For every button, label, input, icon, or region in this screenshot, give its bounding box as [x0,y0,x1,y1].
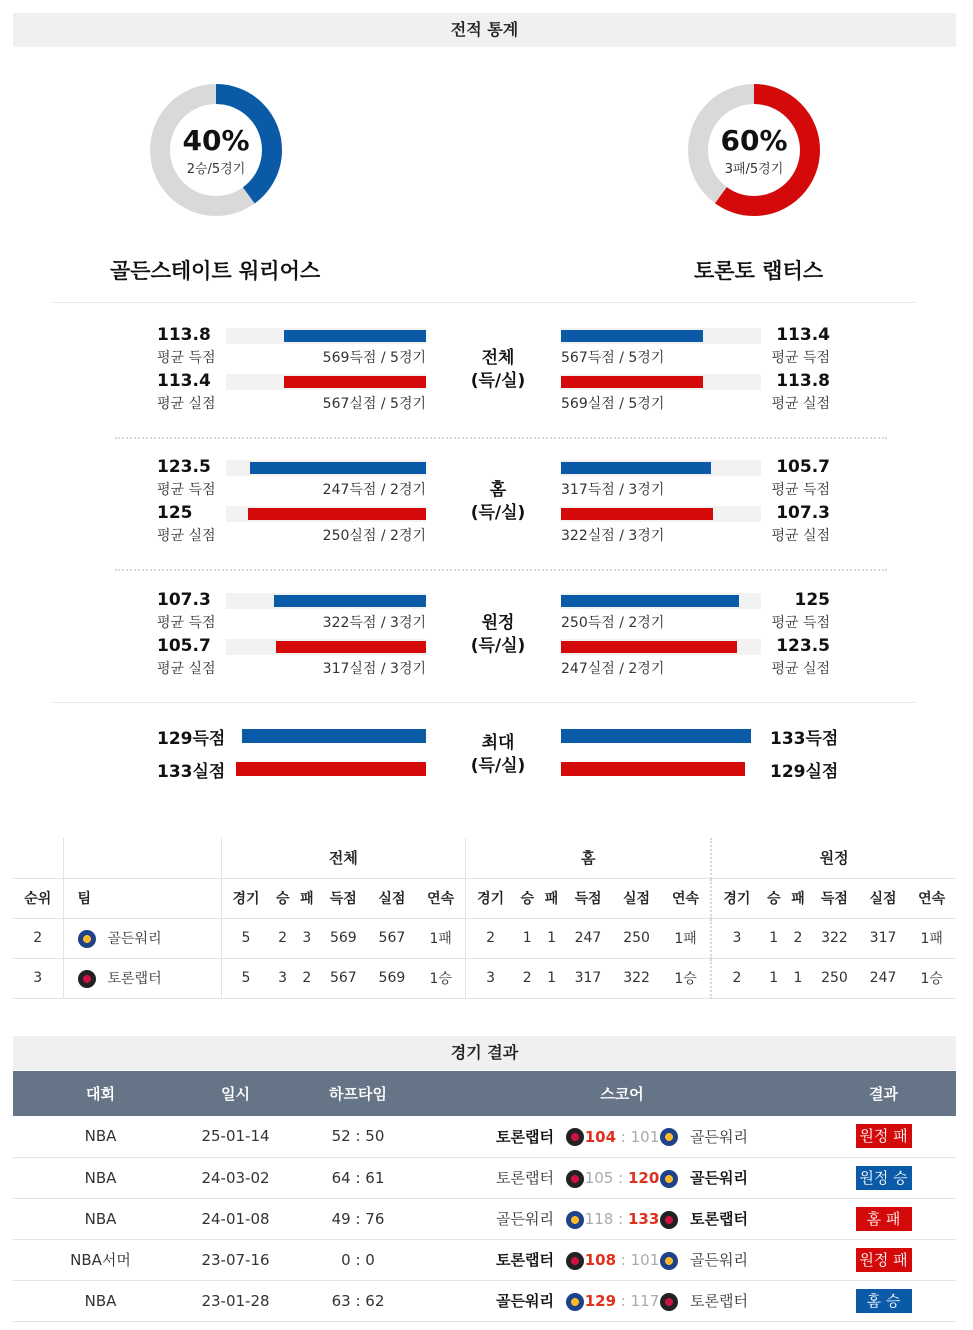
total-stat-cell: 3 [295,918,319,958]
left-record: 2승/5경기 [186,162,246,177]
result-cell [811,1116,956,1157]
left-stat-value: 107.3 [157,590,211,610]
left-stat-detail: 569득점 / 5경기 [322,350,426,366]
block-label-sub: (득/실) [470,636,526,656]
away-stat-cell: 1패 [907,918,956,958]
warriors-logo-icon [566,1211,584,1229]
league-cell: NBA [13,1198,188,1239]
away-score: 120 [627,1169,660,1187]
result-row [13,1239,956,1280]
away-score: 101 [630,1251,660,1269]
left-stat-value: 123.5 [157,457,211,477]
left-stat-value: 105.7 [157,636,211,656]
score-separator: : [613,1169,628,1187]
block-label-sub: (득/실) [470,371,526,391]
left-max-value: 129득점 [157,729,226,749]
block-label [468,479,528,525]
right-stat-label: 평균 실점 [771,661,830,677]
halftime-cell: 49 : 76 [283,1198,433,1239]
max-label-sub: (득/실) [470,756,526,776]
stats-section-title: 전적 통계 [13,13,956,47]
result-badge: 홈 패 [856,1207,912,1231]
home-stat-cell: 1 [515,918,539,958]
total-stat-cell: 2 [295,958,319,998]
right-stat-label: 평균 득점 [771,482,830,498]
col-games: 경기 [711,878,761,918]
col-rank: 순위 [13,878,63,918]
home-stat-cell: 1 [539,958,563,998]
home-stat-cell: 247 [564,918,613,958]
league-cell: NBA [13,1280,188,1321]
home-score: 105 [584,1169,614,1187]
halftime-cell: 0 : 0 [283,1239,433,1280]
result-cell [811,1198,956,1239]
away-team-name[interactable]: 골든워리 [690,1251,748,1269]
right-team-name: 토론토 랩터스 [694,259,824,283]
col-score: 스코어 [433,1071,811,1116]
score-cell [433,1239,811,1280]
away-team-name[interactable]: 토론랩터 [690,1292,748,1310]
right-stat-value: 107.3 [776,503,830,523]
date-cell: 24-01-08 [188,1198,283,1239]
away-stat-cell: 322 [810,918,859,958]
home-score: 108 [584,1251,617,1269]
left-stat-label: 평균 실점 [157,528,216,544]
divider [53,302,916,303]
left-stat-detail: 317실점 / 3경기 [322,661,426,677]
left-stat-detail: 250실점 / 2경기 [322,528,426,544]
raptors-logo-icon [660,1293,678,1311]
home-team-name[interactable]: 토론랩터 [496,1251,554,1269]
col-halftime: 하프타임 [283,1071,433,1116]
warriors-logo-icon [566,1293,584,1311]
away-stat-cell: 1승 [907,958,956,998]
left-stat-bar [284,376,426,388]
score [584,1251,660,1269]
date-cell: 23-07-16 [188,1239,283,1280]
right-stat-value: 105.7 [776,457,830,477]
right-stat-label: 평균 실점 [771,396,830,412]
halftime-cell: 64 : 61 [283,1157,433,1198]
dotted-divider [115,437,887,439]
left-stat-value: 113.4 [157,371,211,391]
away-stat-cell: 250 [810,958,859,998]
score-cell [433,1198,811,1239]
result-row [13,1280,956,1321]
left-stat-bar [250,462,426,474]
left-stat-detail: 322득점 / 3경기 [322,615,426,631]
home-team-name[interactable]: 골든워리 [496,1210,554,1228]
block-label-sub: (득/실) [470,503,526,523]
left-stat-label: 평균 실점 [157,661,216,677]
away-stat-cell: 1 [786,958,810,998]
right-stat-detail: 569실점 / 5경기 [561,396,665,412]
right-stat-label: 평균 득점 [771,615,830,631]
warriors-logo-icon [78,930,96,948]
away-stat-cell: 2 [711,958,761,998]
block-label-main: 원정 [481,613,515,633]
right-stat-value: 123.5 [776,636,830,656]
score-separator: : [616,1251,631,1269]
home-team-name[interactable]: 골든워리 [496,1292,554,1310]
total-stat-cell: 569 [319,918,368,958]
result-badge: 원정 패 [856,1248,912,1272]
right-max-value: 129실점 [770,762,839,782]
right-stat-value: 113.8 [776,371,830,391]
right-stat-detail: 247실점 / 2경기 [561,661,665,677]
right-stat-detail: 567득점 / 5경기 [561,350,665,366]
group-total: 전체 [221,838,466,878]
right-stat-label: 평균 득점 [771,350,830,366]
col-losses: 패 [786,878,810,918]
right-loss-pct: 60% [720,124,788,157]
left-max-bar [236,762,426,776]
team-name: 골든워리 [107,931,162,947]
right-stat-label: 평균 실점 [771,528,830,544]
away-stat-cell: 2 [786,918,810,958]
home-stat-cell: 1승 [661,958,711,998]
home-stat-cell: 1패 [661,918,711,958]
total-stat-cell: 3 [270,958,294,998]
score [584,1169,660,1187]
total-stat-cell: 567 [319,958,368,998]
date-cell: 24-03-02 [188,1157,283,1198]
right-stat-bar [561,508,713,520]
score [584,1128,660,1146]
right-stat-detail: 250득점 / 2경기 [561,615,665,631]
left-stat-bar [248,508,426,520]
score [584,1210,660,1228]
right-max-value: 133득점 [770,729,839,749]
left-stat-value: 125 [157,503,193,523]
team-cell[interactable] [63,958,221,998]
away-score: 117 [630,1292,660,1310]
home-stat-cell: 250 [612,918,661,958]
col-conceded: 실점 [368,878,417,918]
date-cell: 23-01-28 [188,1280,283,1321]
left-max-value: 133실점 [157,762,226,782]
left-stat-detail: 567실점 / 5경기 [322,396,426,412]
result-badge: 원정 패 [856,1124,912,1148]
block-label [468,612,528,658]
col-scored: 득점 [319,878,368,918]
col-wins: 승 [270,878,294,918]
home-stat-cell: 317 [564,958,613,998]
away-stat-cell: 247 [859,958,908,998]
right-stat-detail: 322실점 / 3경기 [561,528,665,544]
raptors-logo-icon [660,1211,678,1229]
home-stat-cell: 322 [612,958,661,998]
away-score: 101 [630,1127,660,1146]
home-stat-cell: 2 [466,918,515,958]
col-wins: 승 [762,878,786,918]
col-losses: 패 [295,878,319,918]
results-table [13,1071,956,1322]
col-league: 대회 [13,1071,188,1116]
home-score: 129 [584,1292,617,1310]
col-team: 팀 [63,878,221,918]
block-label [468,347,528,393]
block-label-main: 홈 [489,480,507,500]
raptors-logo-icon [566,1252,584,1270]
block-label-main: 전체 [481,348,515,368]
right-max-bar [561,729,751,743]
result-row [13,1198,956,1239]
left-stat-detail: 247득점 / 2경기 [322,482,426,498]
away-stat-cell: 3 [711,918,761,958]
total-stat-cell: 5 [221,958,270,998]
total-stat-cell: 569 [368,958,417,998]
result-cell [811,1280,956,1321]
left-win-pct: 40% [182,124,250,157]
away-team-name[interactable]: 골든워리 [690,1127,748,1146]
right-max-bar [561,762,745,776]
standings-row [13,958,956,998]
left-stat-bar [274,595,426,607]
divider [53,702,916,703]
standings-table [13,838,956,999]
halftime-cell: 52 : 50 [283,1116,433,1157]
away-score: 133 [627,1210,660,1228]
score [584,1292,660,1310]
right-stat-value: 113.4 [776,325,830,345]
col-result: 결과 [811,1071,956,1116]
score-cell [433,1116,811,1157]
league-cell: NBA [13,1116,188,1157]
col-date: 일시 [188,1071,283,1116]
right-stat-bar [561,595,739,607]
away-stat-cell: 317 [859,918,908,958]
home-stat-cell: 2 [515,958,539,998]
away-stat-cell: 1 [762,918,786,958]
league-cell: NBA서머 [13,1239,188,1280]
left-stat-bar [284,330,426,342]
col-games: 경기 [466,878,515,918]
warriors-logo-icon [660,1252,678,1270]
right-stat-detail: 317득점 / 3경기 [561,482,665,498]
col-games: 경기 [221,878,270,918]
home-stat-cell: 3 [466,958,515,998]
col-conceded: 실점 [859,878,908,918]
rank-cell: 3 [13,958,63,998]
team-name: 토론랩터 [107,971,162,987]
max-label-main: 최대 [481,733,515,753]
right-stat-bar [561,376,703,388]
result-badge: 홈 승 [856,1289,912,1313]
score-separator: : [613,1210,628,1228]
group-home: 홈 [466,838,712,878]
home-team-name[interactable]: 토론랩터 [496,1127,554,1146]
raptors-logo-icon [566,1128,584,1146]
left-stat-label: 평균 득점 [157,615,216,631]
total-stat-cell: 5 [221,918,270,958]
max-block-label [468,732,528,778]
total-stat-cell: 2 [270,918,294,958]
score-cell [433,1280,811,1321]
col-streak: 연속 [661,878,711,918]
total-stat-cell: 567 [368,918,417,958]
score-separator: : [616,1127,631,1146]
col-scored: 득점 [564,878,613,918]
home-score: 104 [584,1127,617,1146]
away-stat-cell: 1 [762,958,786,998]
score-separator: : [616,1292,631,1310]
left-team-name: 골든스테이트 워리어스 [110,259,321,283]
warriors-logo-icon [660,1128,678,1146]
col-conceded: 실점 [612,878,661,918]
left-max-bar [242,729,426,743]
halftime-cell: 63 : 62 [283,1280,433,1321]
result-cell [811,1239,956,1280]
col-scored: 득점 [810,878,859,918]
total-stat-cell: 1패 [416,918,465,958]
dotted-divider [115,569,887,571]
left-stat-label: 평균 실점 [157,396,216,412]
away-team-name[interactable]: 골든워리 [690,1169,748,1187]
date-cell: 25-01-14 [188,1116,283,1157]
result-badge: 원정 승 [856,1166,912,1190]
away-team-name[interactable]: 토론랩터 [690,1210,748,1228]
col-streak: 연속 [416,878,465,918]
score-cell [433,1157,811,1198]
right-stat-bar [561,462,711,474]
rank-cell: 2 [13,918,63,958]
league-cell: NBA [13,1157,188,1198]
standings-row [13,918,956,958]
result-row [13,1116,956,1157]
result-row [13,1157,956,1198]
results-section-title: 경기 결과 [13,1036,956,1070]
right-stat-value: 125 [794,590,830,610]
left-stat-value: 113.8 [157,325,211,345]
home-team-name[interactable]: 토론랩터 [496,1169,554,1187]
result-cell [811,1157,956,1198]
raptors-logo-icon [566,1170,584,1188]
col-losses: 패 [539,878,563,918]
total-stat-cell: 1승 [416,958,465,998]
col-wins: 승 [515,878,539,918]
raptors-logo-icon [78,970,96,988]
group-away: 원정 [711,838,956,878]
team-cell[interactable] [63,918,221,958]
right-stat-bar [561,330,703,342]
left-stat-label: 평균 득점 [157,350,216,366]
left-stat-label: 평균 득점 [157,482,216,498]
col-streak: 연속 [907,878,956,918]
home-score: 118 [584,1210,614,1228]
home-stat-cell: 1 [539,918,563,958]
right-record: 3패/5경기 [724,162,784,177]
left-stat-bar [276,641,426,653]
warriors-logo-icon [660,1170,678,1188]
right-stat-bar [561,641,737,653]
